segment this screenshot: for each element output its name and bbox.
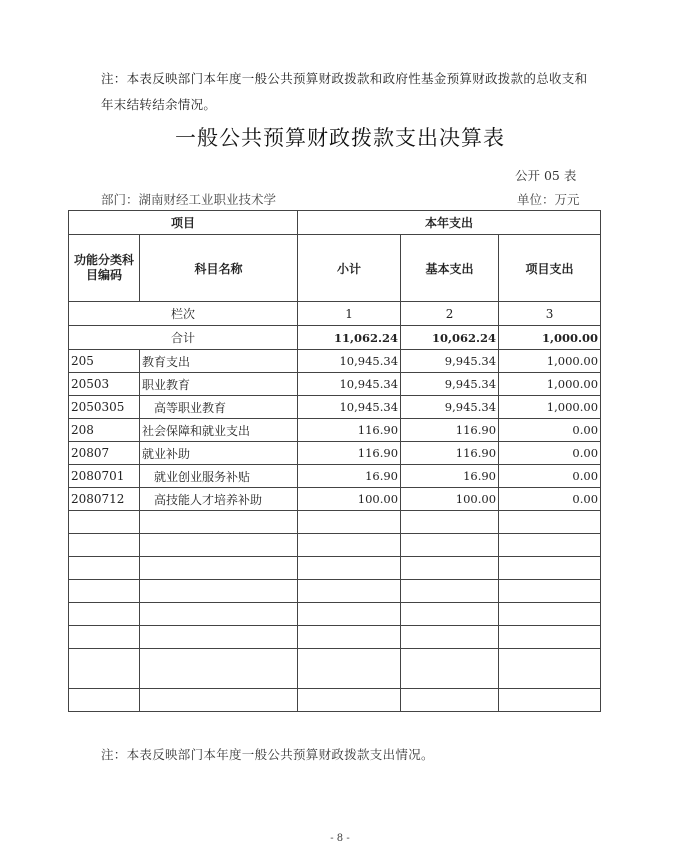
row-subtotal: 10,945.34 [298, 396, 401, 419]
empty-row [69, 580, 601, 603]
row-code: 20807 [69, 442, 140, 465]
unit-label: 单位：万元 [517, 192, 580, 207]
row-subtotal: 100.00 [298, 488, 401, 511]
row-project: 0.00 [499, 419, 601, 442]
table-row [69, 488, 601, 511]
table-row [69, 465, 601, 488]
empty-row [69, 603, 601, 626]
row-project: 0.00 [499, 442, 601, 465]
row-code: 208 [69, 419, 140, 442]
row-basic: 16.90 [401, 465, 499, 488]
row-code: 2080712 [69, 488, 140, 511]
table-row [69, 350, 601, 373]
row-index [69, 302, 601, 326]
bottom-note: 注：本表反映部门本年度一般公共预算财政拨款支出情况。 [101, 747, 434, 762]
row-name: 就业创业服务补贴 [140, 465, 298, 488]
row-code: 2050305 [69, 396, 140, 419]
empty-row [69, 649, 601, 689]
form-code: 公开 05 表 [515, 168, 577, 183]
table-row [69, 373, 601, 396]
total-subtotal: 11,062.24 [298, 326, 401, 350]
row-name: 就业补助 [140, 442, 298, 465]
page-title: 一般公共预算财政拨款支出决算表 [175, 126, 505, 150]
row-project: 1,000.00 [499, 350, 601, 373]
row-code: 20503 [69, 373, 140, 396]
row-subtotal: 10,945.34 [298, 373, 401, 396]
empty-row [69, 511, 601, 534]
row-name: 职业教育 [140, 373, 298, 396]
row-project: 0.00 [499, 465, 601, 488]
row-name: 高技能人才培养补助 [140, 488, 298, 511]
row-project: 1,000.00 [499, 396, 601, 419]
row-project: 0.00 [499, 488, 601, 511]
row-index-3: 3 [499, 302, 601, 326]
row-subtotal: 116.90 [298, 442, 401, 465]
column-header-code: 功能分类科目编码 [69, 235, 140, 302]
row-basic: 9,945.34 [401, 350, 499, 373]
row-subtotal: 16.90 [298, 465, 401, 488]
row-subtotal: 116.90 [298, 419, 401, 442]
empty-row [69, 534, 601, 557]
row-name: 教育支出 [140, 350, 298, 373]
column-header-subtotal: 小计 [298, 235, 401, 302]
row-basic: 116.90 [401, 419, 499, 442]
column-header-project: 项目支出 [499, 235, 601, 302]
row-basic: 9,945.34 [401, 396, 499, 419]
row-basic: 116.90 [401, 442, 499, 465]
row-code: 205 [69, 350, 140, 373]
empty-row [69, 557, 601, 580]
table-row [69, 396, 601, 419]
top-note: 注：本表反映部门本年度一般公共预算财政拨款和政府性基金预算财政拨款的总收支和年末结转结余情况。 [101, 71, 588, 112]
table-row [69, 442, 601, 465]
empty-row [69, 689, 601, 712]
row-basic: 100.00 [401, 488, 499, 511]
empty-row [69, 626, 601, 649]
table-row [69, 419, 601, 442]
row-name: 社会保障和就业支出 [140, 419, 298, 442]
column-header-basic: 基本支出 [401, 235, 499, 302]
row-index-label: 栏次 [69, 302, 298, 326]
department-label: 部门：湖南财经工业职业技术学 [101, 192, 277, 207]
row-index-1: 1 [298, 302, 401, 326]
row-name: 高等职业教育 [140, 396, 298, 419]
expenditure-table [68, 210, 601, 712]
row-code: 2080701 [69, 465, 140, 488]
header-current-year: 本年支出 [298, 211, 601, 235]
total-label: 合计 [69, 326, 298, 350]
row-index-2: 2 [401, 302, 499, 326]
row-basic: 9,945.34 [401, 373, 499, 396]
column-header-name: 科目名称 [140, 235, 298, 302]
total-row [69, 326, 601, 350]
row-project: 1,000.00 [499, 373, 601, 396]
page-number: - 8 - [330, 833, 350, 844]
total-project: 1,000.00 [499, 326, 601, 350]
total-basic: 10,062.24 [401, 326, 499, 350]
header-item: 项目 [69, 211, 298, 235]
row-subtotal: 10,945.34 [298, 350, 401, 373]
